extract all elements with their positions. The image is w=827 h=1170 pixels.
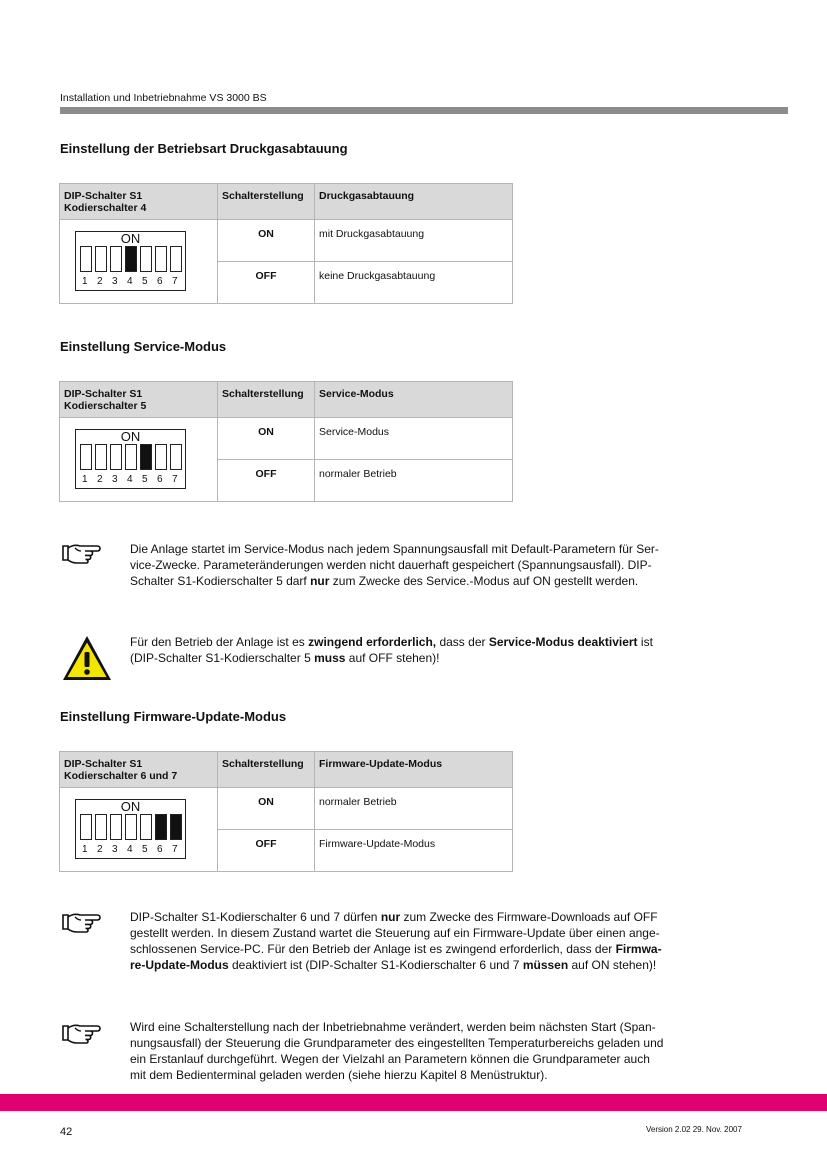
dip-switch-diagram — [75, 429, 186, 489]
table-header-dip: DIP-Schalter S1 Kodierschalter 5 — [60, 382, 218, 418]
section-heading-service: Einstellung Service-Modus — [60, 339, 227, 354]
note-firmware-update: DIP-Schalter S1-Kodierschalter 6 und 7 dürfen nur zum Zwecke des Firmware-Downloads auf OFF gestellt werden. In diesem Zustand wartet die Steuerung auf ein Firmware-Update über einen ange- schlossenen Service-PC. Für den Betrieb der Anlage ist es zwingend erforderlich, dass der Firmwa- re-Update-Modus deaktiviert ist (DIP-Schalter S1-Kodierschalter 6 und 7 müssen auf ON stehen)! — [130, 910, 662, 972]
dip-number-1: 1 — [82, 844, 88, 855]
dip-number-7: 7 — [172, 474, 178, 485]
dip-table-druckgas — [59, 183, 513, 304]
table-header-mode: Druckgasabtauung — [315, 184, 513, 220]
note-restart-parameters: Wird eine Schalterstellung nach der Inbetriebnahme verändert, werden beim nächsten Start (Span- nungsausfall) der Steuerung die Grundparameter des eingestellten Temperaturbereichs geladen und ein Erstanlauf durchgeführt. Wegen der Vielzahl an Parametern können die Grundparameter auch mit dem Bedienterminal geladen werden (siehe hierzu Kapitel 8 Menüstruktur). — [130, 1020, 664, 1082]
dip-slots — [80, 444, 185, 472]
dip-switch-1 — [80, 246, 92, 272]
state-off: OFF — [218, 262, 315, 304]
dip-number-1: 1 — [82, 276, 88, 287]
dip-number-3: 3 — [112, 844, 118, 855]
dip-switch-7 — [170, 246, 182, 272]
dip-number-7: 7 — [172, 844, 178, 855]
dip-table-firmware — [59, 751, 513, 872]
dip-switch-3 — [110, 246, 122, 272]
dip-switch-2 — [95, 246, 107, 272]
dip-switch-1 — [80, 814, 92, 840]
dip-number-5: 5 — [142, 844, 148, 855]
dip-number-5: 5 — [142, 474, 148, 485]
dip-switch-5 — [140, 444, 152, 470]
dip-number-2: 2 — [97, 844, 103, 855]
dip-switch-diagram — [75, 799, 186, 859]
table-header-position: Schalterstellung — [218, 184, 315, 220]
dip-number-6: 6 — [157, 276, 163, 287]
footer-accent-bar — [0, 1094, 827, 1111]
desc-on: mit Druckgasabtauung — [315, 220, 513, 262]
dip-number-2: 2 — [97, 276, 103, 287]
desc-off: keine Druckgasabtauung — [315, 262, 513, 304]
dip-number-4: 4 — [127, 474, 133, 485]
section-heading-firmware: Einstellung Firmware-Update-Modus — [60, 709, 287, 724]
dip-number-6: 6 — [157, 844, 163, 855]
dip-numbers — [80, 276, 185, 287]
table-header-mode: Service-Modus — [315, 382, 513, 418]
table-header-position: Schalterstellung — [218, 752, 315, 788]
warning-service-mode: Für den Betrieb der Anlage ist es zwingend erforderlich, dass der Service-Modus deaktiviert ist (DIP-Schalter S1-Kodierschalter 5 muss auf OFF stehen)! — [130, 635, 653, 665]
state-off: OFF — [218, 460, 315, 502]
dip-table-service — [59, 381, 513, 502]
dip-switch-cell — [60, 220, 218, 304]
dip-on-label: ON — [120, 429, 141, 444]
state-off: OFF — [218, 830, 315, 872]
dip-switch-4 — [125, 444, 137, 470]
dip-switch-5 — [140, 814, 152, 840]
dip-switch-1 — [80, 444, 92, 470]
warning-triangle-icon — [61, 634, 113, 682]
dip-switch-diagram — [75, 231, 186, 291]
dip-number-4: 4 — [127, 844, 133, 855]
dip-switch-7 — [170, 444, 182, 470]
header-divider — [60, 107, 788, 114]
section-heading-druckgas: Einstellung der Betriebsart Druckgasabtauung — [60, 141, 348, 156]
dip-number-3: 3 — [112, 474, 118, 485]
state-on: ON — [218, 418, 315, 460]
dip-switch-2 — [95, 814, 107, 840]
dip-switch-6 — [155, 814, 167, 840]
desc-on: Service-Modus — [315, 418, 513, 460]
state-on: ON — [218, 220, 315, 262]
document-header-title: Installation und Inbetriebnahme VS 3000 BS — [60, 92, 267, 104]
table-header-mode: Firmware-Update-Modus — [315, 752, 513, 788]
dip-slots — [80, 246, 185, 274]
dip-number-7: 7 — [172, 276, 178, 287]
dip-number-3: 3 — [112, 276, 118, 287]
dip-switch-4 — [125, 814, 137, 840]
dip-switch-6 — [155, 444, 167, 470]
dip-switch-cell — [60, 418, 218, 502]
dip-on-label: ON — [120, 231, 141, 246]
desc-off: normaler Betrieb — [315, 460, 513, 502]
dip-switch-5 — [140, 246, 152, 272]
dip-number-5: 5 — [142, 276, 148, 287]
table-header-dip: DIP-Schalter S1 Kodierschalter 4 — [60, 184, 218, 220]
dip-switch-4 — [125, 246, 137, 272]
dip-switch-6 — [155, 246, 167, 272]
desc-off: Firmware-Update-Modus — [315, 830, 513, 872]
note-service-mode: Die Anlage startet im Service-Modus nach jedem Spannungsausfall mit Default-Parametern für Ser- vice-Zwecke. Parameteränderungen werden nicht dauerhaft gespeichert (Spannungsausfall). DIP- Schalter S1-Kodierschalter 5 darf nur zum Zwecke des Service.-Modus auf ON gestellt werden. — [130, 542, 659, 588]
page-number: 42 — [60, 1126, 73, 1138]
pointing-hand-icon — [61, 542, 101, 564]
table-header-position: Schalterstellung — [218, 382, 315, 418]
dip-switch-3 — [110, 444, 122, 470]
state-on: ON — [218, 788, 315, 830]
table-header-dip: DIP-Schalter S1 Kodierschalter 6 und 7 — [60, 752, 218, 788]
dip-switch-7 — [170, 814, 182, 840]
version-date: Version 2.02 29. Nov. 2007 — [646, 1125, 742, 1134]
dip-switch-cell — [60, 788, 218, 872]
dip-slots — [80, 814, 185, 842]
pointing-hand-icon — [61, 1022, 101, 1044]
dip-numbers — [80, 844, 185, 855]
dip-number-2: 2 — [97, 474, 103, 485]
dip-on-label: ON — [120, 799, 141, 814]
dip-number-4: 4 — [127, 276, 133, 287]
desc-on: normaler Betrieb — [315, 788, 513, 830]
dip-numbers — [80, 474, 185, 485]
pointing-hand-icon — [61, 911, 101, 933]
dip-switch-2 — [95, 444, 107, 470]
dip-number-6: 6 — [157, 474, 163, 485]
dip-switch-3 — [110, 814, 122, 840]
dip-number-1: 1 — [82, 474, 88, 485]
